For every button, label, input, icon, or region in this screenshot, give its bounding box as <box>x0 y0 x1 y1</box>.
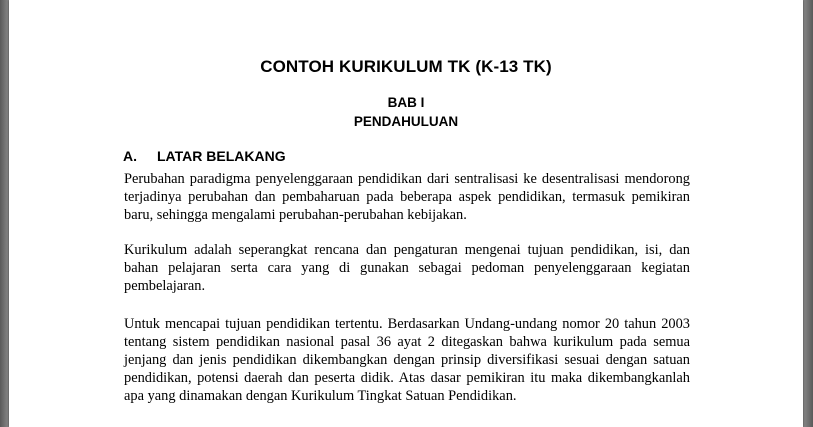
viewer-background-left <box>0 0 9 427</box>
section-letter: A. <box>123 148 137 164</box>
section-heading <box>123 148 286 164</box>
chapter-number: BAB I <box>387 95 425 110</box>
paragraph: Kurikulum adalah seperangkat rencana dan pengaturan mengenai tujuan pendidikan, isi, dan bahan pelajaran serta cara yang di gunakan sebagai pedoman penyelenggaraan kegiatan pembelajaran. <box>124 242 690 294</box>
document-title: CONTOH KURIKULUM TK (K-13 TK) <box>260 57 552 76</box>
document-page <box>9 0 803 427</box>
viewer-background-right <box>803 0 813 427</box>
paragraph: Untuk mencapai tujuan pendidikan tertentu. Berdasarkan Undang-undang nomor 20 tahun 2003 tentang sistem pendidikan nasional pasal 36 ayat 2 ditegaskan bahwa kurikulum pada semua jenjang dan jenis pendidikan dikembangkan dengan prinsip diversifikasi sesuai dengan satuan pendidikan, potensi daerah dan peserta didik. Atas dasar pemikiran itu maka dikembangkanlah apa yang dinamakan dengan Kurikulum Tingkat Satuan Pendidikan. <box>124 316 690 404</box>
chapter-title: PENDAHULUAN <box>353 114 459 129</box>
paragraph: Perubahan paradigma penyelenggaraan pendidikan dari sentralisasi ke desentralisasi mendorong terjadinya perubahan dan pembaharuan pada beberapa aspek pendidikan, termasuk pemikiran baru, sehingga mengalami perubahan-perubahan kebijakan. <box>124 171 690 223</box>
section-title: LATAR BELAKANG <box>157 148 286 164</box>
